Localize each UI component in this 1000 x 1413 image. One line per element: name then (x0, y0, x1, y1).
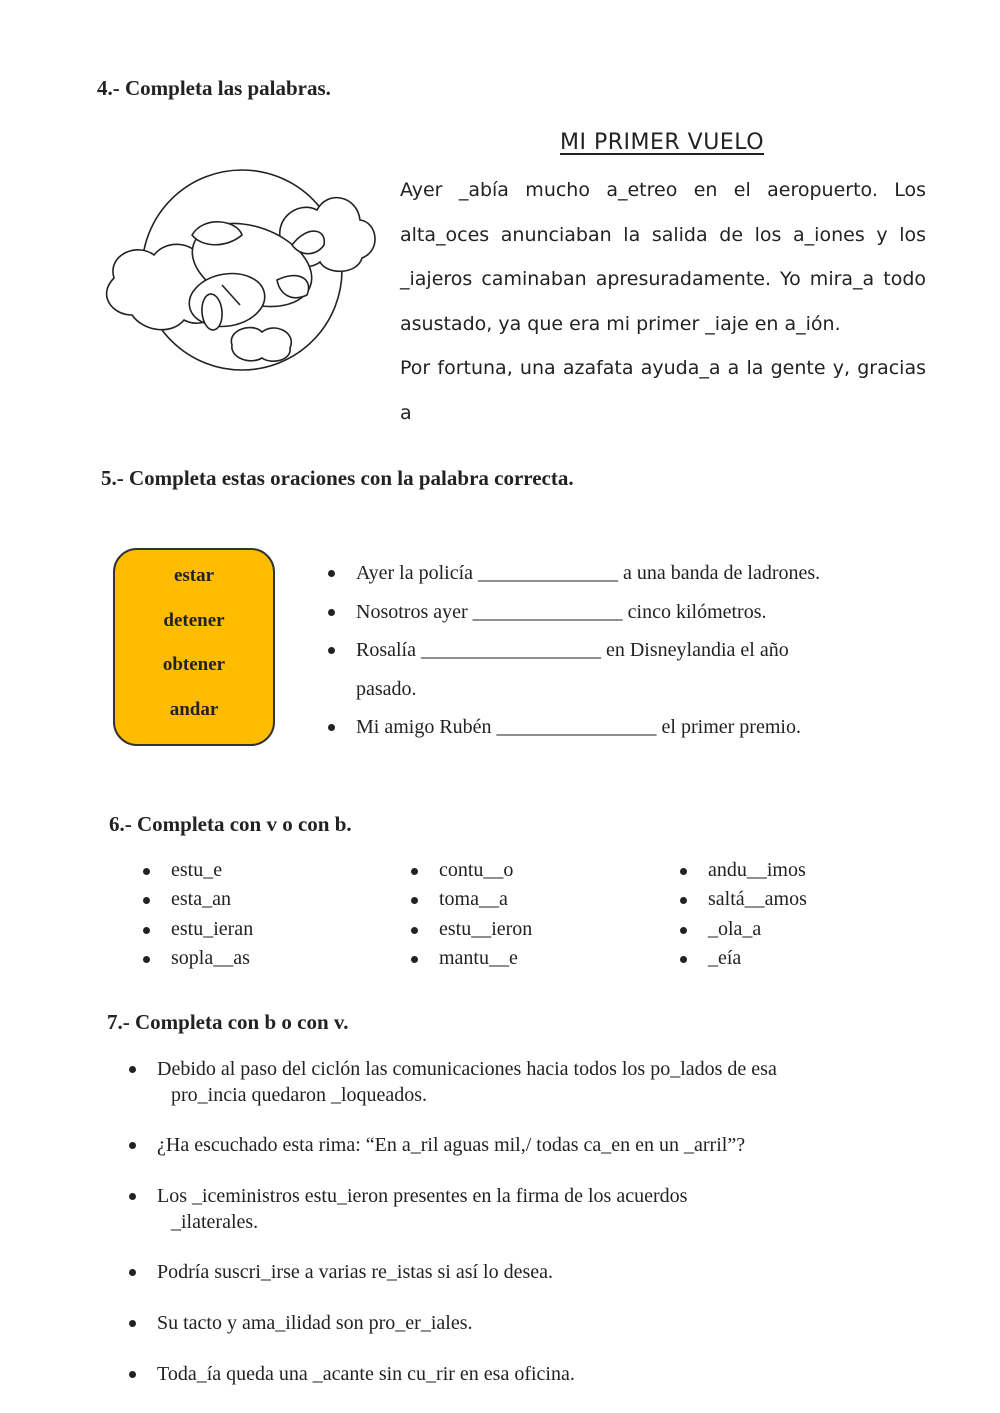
word-column-3 (680, 856, 920, 974)
word-item: estu_ieran (143, 915, 383, 944)
exercise-line: Los _iceministros estu_ieron presentes en la firma de los acuerdos (157, 1185, 688, 1207)
word-column-1 (143, 856, 383, 974)
word-item: _ola_a (680, 915, 920, 944)
word-item: esta_an (143, 885, 383, 914)
word-item: contu__o (411, 856, 651, 885)
sentence-list (328, 554, 858, 747)
word-item: estu__ieron (411, 915, 651, 944)
sentence-item: Mi amigo Rubén ________________ el primer premio. (328, 708, 858, 747)
word-bank (113, 548, 275, 746)
exercise-item (129, 1056, 897, 1108)
exercise-line: pro_incia quedaron _loqueados. (171, 1084, 428, 1106)
word-bank-item: detener (163, 609, 225, 631)
word-bank-item: estar (173, 565, 215, 586)
exercise-line: _ilaterales. (171, 1211, 259, 1233)
section-7-heading: 7.- Completa con b o con v. (107, 1010, 349, 1034)
word-item: sopla__as (143, 944, 383, 973)
word-item: andu__imos (680, 856, 920, 885)
section-4-heading: 4.- Completa las palabras. (97, 76, 331, 100)
exercise-line: ¿Ha escuchado esta rima: “En a_ril aguas mil,/ todas ca_en en un _arril”? (157, 1134, 746, 1156)
word-item: saltá__amos (680, 885, 920, 914)
exercise-line: Podría suscri_irse a varias re_istas si así lo desea. (157, 1261, 554, 1283)
exercise-item (129, 1183, 897, 1235)
sentence-item: Ayer la policía ______________ a una banda de ladrones. (328, 554, 858, 593)
sentence-item: Rosalía __________________ en Disneylandia el año pasado. (328, 631, 816, 708)
word-item: toma__a (411, 885, 651, 914)
exercise-item (129, 1132, 897, 1158)
exercise-line: Su tacto y ama_ilidad son pro_er_iales. (157, 1312, 473, 1334)
section-6-heading: 6.- Completa con v o con b. (109, 812, 352, 836)
word-item: estu_e (143, 856, 383, 885)
exercise-item (129, 1259, 897, 1285)
exercise-item (129, 1361, 897, 1387)
exercise-line: Toda_ía queda una _acante sin cu_rir en esa oficina. (157, 1363, 575, 1385)
word-bank-item: andar (169, 698, 219, 720)
story-title: MI PRIMER VUELO (560, 130, 765, 155)
word-column-2 (411, 856, 651, 974)
story-paragraph-1: Ayer _abía mucho a_etreo en el aeropuerto. Los alta_oces anunciaban la salida de los a_iones y los _iajeros caminaban apresuradamente. Yo mira_a todo asustado, ya que era mi primer _iaje en a_ión. (400, 179, 926, 335)
exercise-item (129, 1310, 897, 1336)
story-text (400, 168, 926, 435)
word-item: mantu__e (411, 944, 651, 973)
sentence-item: Nosotros ayer _______________ cinco kilómetros. (328, 593, 858, 632)
word-item: _eía (680, 944, 920, 973)
section-5-heading: 5.- Completa estas oraciones con la palabra correcta. (101, 466, 574, 490)
story-paragraph-2: Por fortuna, una azafata ayuda_a a la gente y, gracias a (400, 357, 926, 424)
exercise-line: Debido al paso del ciclón las comunicaciones hacia todos los po_lados de esa (157, 1058, 777, 1080)
airplane-illustration (92, 150, 382, 375)
word-bank-item: obtener (162, 654, 226, 675)
